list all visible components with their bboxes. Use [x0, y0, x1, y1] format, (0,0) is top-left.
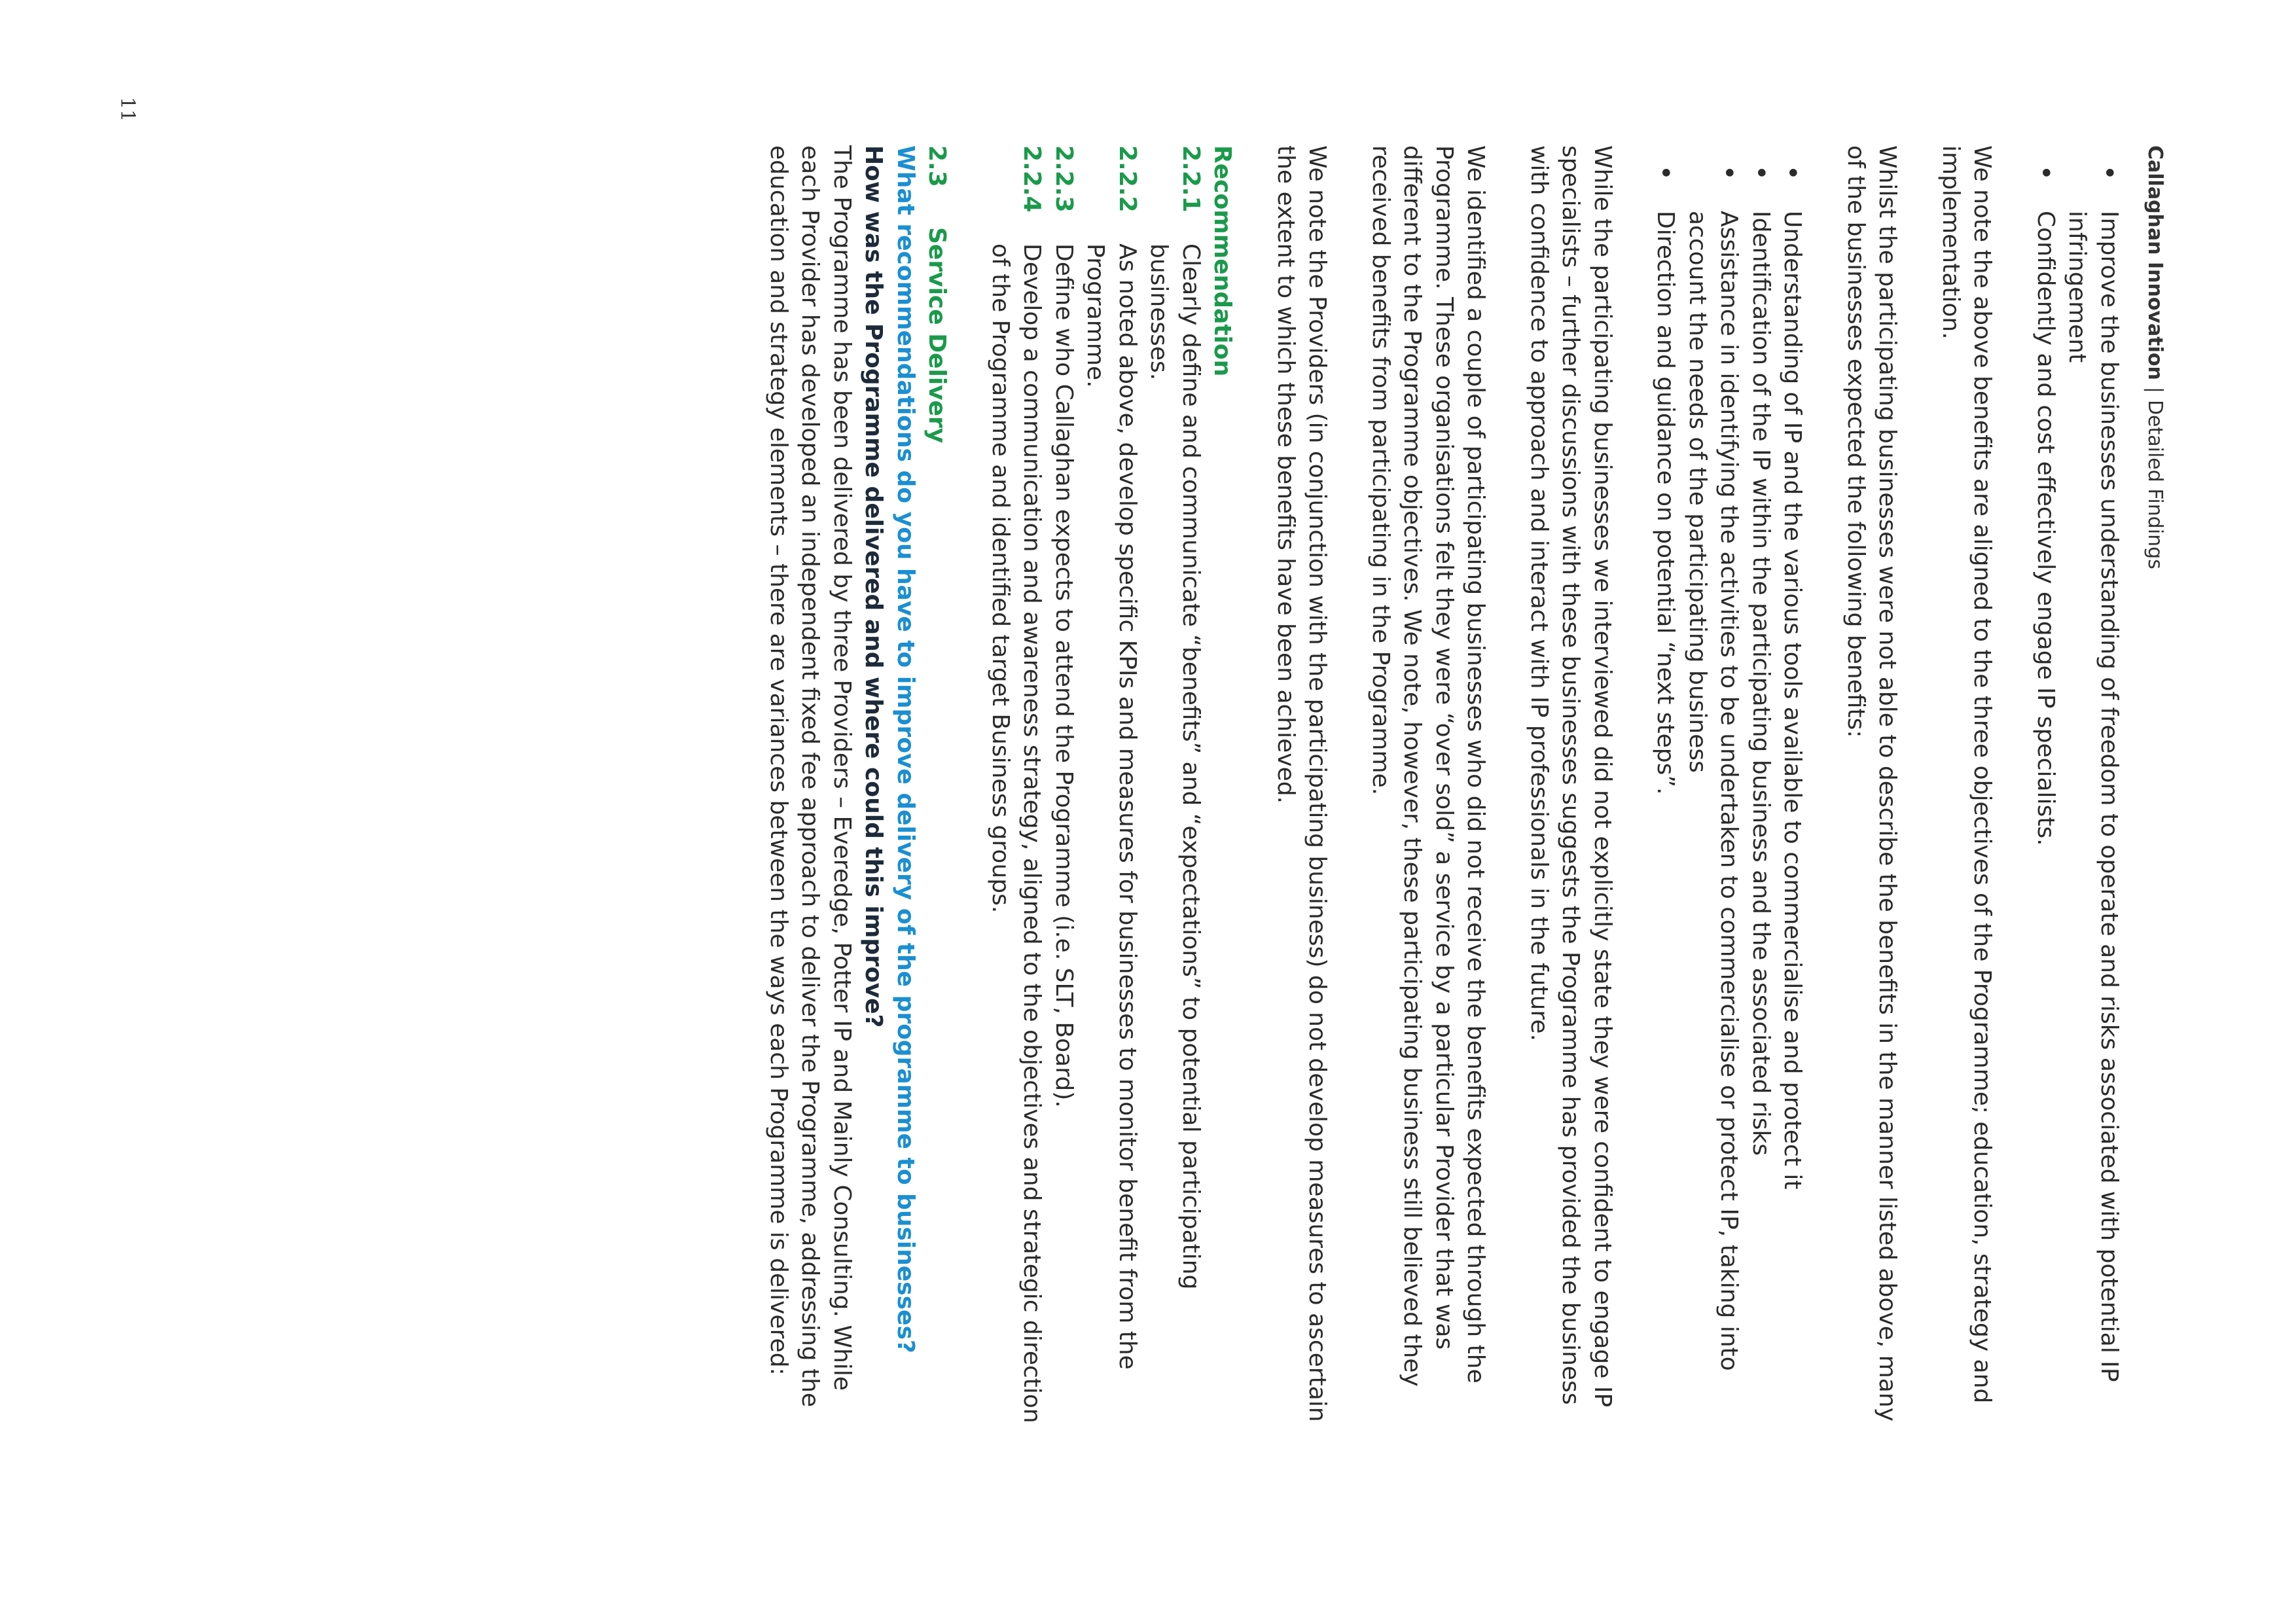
recommendation-item	[1079, 145, 1143, 1428]
section-body: The Programme has been delivered by three Providers – Everedge, Potter IP and Mainly Consulting. While each Provider has developed an independent fixed fee approach to deliver the Programme, addressing the education and strategy elements – there are variances between the ways each Programme is delivered:	[765, 145, 855, 1408]
bullet-item: • Understanding of IP and the various tools available to commercialise and protect it	[1776, 145, 1808, 1428]
paragraph-whilst: Whilst the participating businesses were not able to describe the benefits in the manner listed above, many of the businesses expected the following benefits:	[1842, 145, 1901, 1422]
benefits-bullet-list	[2030, 145, 2125, 1428]
bullet-item: • Assistance in identifying the activities to be undertaken to commercialise or protect IP, taking into account the needs of the participating business	[1681, 145, 1745, 1428]
recommendation-heading: Recommendation	[1209, 145, 1236, 377]
paragraph-providers: We note the Providers (in conjunction with the participating business) do not develop measures to ascertain the extent to which these benefits have been achieved.	[1272, 145, 1331, 1422]
section-question-dark: How was the Programme delivered and where could this improve?	[860, 145, 888, 1028]
section-heading	[921, 145, 953, 1428]
paragraph-while: While the participating businesses we interviewed did not explicitly state they were confident to engage IP specialists – further discussions with these businesses suggests the Programme has provided the business with confidence to approach and interact with IP professionals in the future.	[1526, 145, 1616, 1408]
document-body	[762, 145, 2125, 1428]
recommendation-number: 2.2.4	[1018, 145, 1046, 213]
section-question-blue: What recommendations do you have to improve delivery of the programme to businesses?	[892, 145, 919, 1353]
bullet-item: • Identification of the IP within the participating business and the associated risks	[1745, 145, 1777, 1428]
recommendation-text: Develop a communication and awareness strategy, aligned to the objectives and strategic direction of the Programme and identified target Business groups.	[987, 243, 1046, 1423]
section-number: 2.3	[924, 145, 951, 187]
paragraph-couple: We identified a couple of participating businesses who did not receive the benefits expected through the Programme. These organisations felt they were “over sold” a service by a particular Provider that was different to the Programme objectives. We note, however, these participating business still believed they received benefits from participating in the Programme.	[1367, 145, 1490, 1387]
page-number: 11	[116, 97, 139, 122]
bullet-item: • Improve the businesses understanding of freedom to operate and risks associated with potential IP infringement	[2061, 145, 2125, 1428]
bullet-item: • Confidently and cost effectively engage IP specialists.	[2030, 145, 2062, 1428]
header-separator: |	[2144, 386, 2166, 393]
recommendation-text: Define who Callaghan expects to attend the Programme (i.e. SLT, Board).	[1050, 243, 1077, 1108]
running-header	[2144, 145, 2166, 569]
recommendation-item	[1048, 145, 1080, 1428]
recommendation-text: As noted above, develop specific KPIs and measures for businesses to monitor benefit from the Programme.	[1082, 243, 1141, 1370]
section-title: Service Delivery	[924, 227, 951, 444]
header-section: Detailed Findings	[2144, 399, 2166, 569]
recommendation-list	[984, 145, 1207, 1428]
recommendation-number: 2.2.1	[1177, 145, 1204, 213]
recommendation-number: 2.2.3	[1050, 145, 1077, 213]
header-organisation: Callaghan Innovation	[2144, 145, 2166, 380]
recommendation-number: 2.2.2	[1114, 145, 1141, 213]
recommendation-item	[1143, 145, 1206, 1428]
expected-benefits-list	[1649, 145, 1808, 1428]
bullet-item: • Direction and guidance on potential “next steps”.	[1649, 145, 1681, 1428]
paragraph-aligned: We note the above benefits are aligned to the three objectives of the Programme; education, strategy and implementation.	[1937, 145, 1996, 1404]
recommendation-item	[984, 145, 1048, 1428]
recommendation-text: Clearly define and communicate “benefits” and “expectations” to potential participating businesses.	[1145, 243, 1204, 1290]
